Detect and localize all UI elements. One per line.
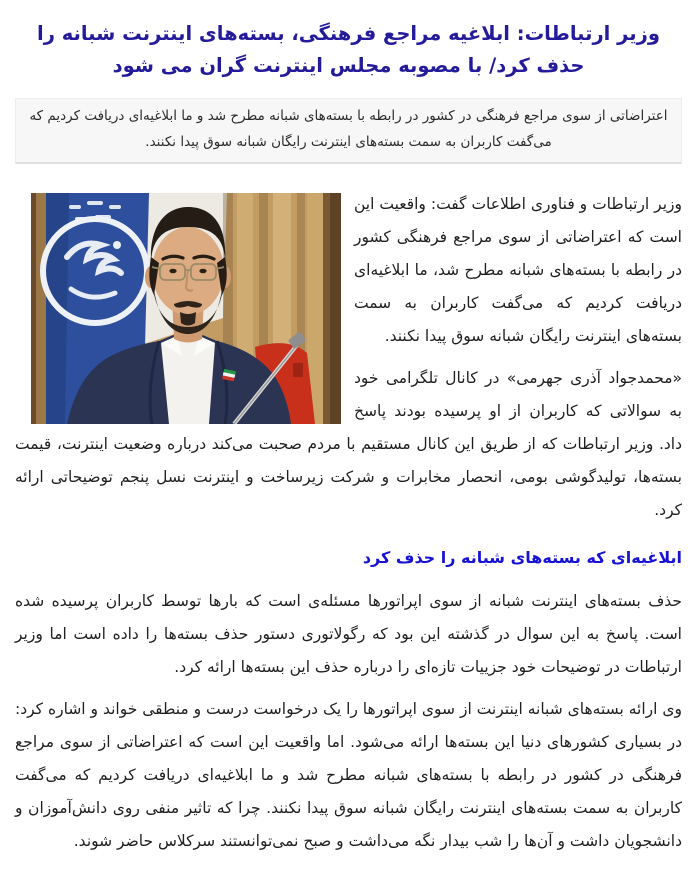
article-paragraph: «محمدجواد آذری جهرمی» در کانال تلگرامی خود به سوالاتی که کاربران از او پرسیده بودند پاسخ داد. وزیر ارتباطات که از طریق این کانال مستقیم با مردم صحبت می‌کند درباره وضعیت اینترنت، قیمت بسته‌ها، تولیدگوشی بومی، انحصار مخابرات و شرکت زیرساخت و اینترنت نسل پنجم توضیحاتی ارائه کرد. xyxy=(15,368,682,519)
article-paragraph: وی ارائه بسته‌های شبانه اینترنت از سوی اپراتورها را یک درخواست درست و منطقی خواند و اشاره کرد: در بسیاری کشورهای دنیا این بسته‌ها ارائه می‌شود. اما واقعیت این است که اعتراضاتی از سوی مراجع فرهنگی در کشور در رابطه با بسته‌های شبانه مطرح شد و ما ابلاغیه‌ای دریافت کردیم که می‌گفت کاربران به سمت بسته‌های اینترنت رایگان شبانه سوق پیدا نکنند. چرا که تاثیر منفی روی دانش‌آموزان و دانشجویان داشت و آن‌ها را شب بیدار نگه می‌داشت و صبح نمی‌توانستند سرکلاس حاضر شوند. xyxy=(15,699,682,850)
article-paragraph: حذف بسته‌های اینترنت شبانه از سوی اپراتورها مسئله‌ی است که بارها توسط کاربران پرسیده شده است. پاسخ به این سوال در گذشته این بود که رگولاتوری دستور حذف بسته‌ها را داده است اما وزیر ارتباطات در توضیحات خود جزییات تازه‌ای را درباره حذف این بسته‌ها ارائه کرد. xyxy=(15,591,682,676)
minister-photo xyxy=(31,193,341,424)
article-paragraph: وزیر ارتباطات و فناوری اطلاعات گفت: واقعیت این است که اعتراضاتی از سوی مراجع فرهنگی کشور در رابطه با بسته‌های شبانه مطرح شد، ما ابلاغیه‌ای دریافت کردیم که می‌گفت کاربران به سمت بسته‌های اینترنت رایگان شبانه سوق پیدا نکنند. xyxy=(354,194,682,345)
article-title: وزیر ارتباطات: ابلاغیه مراجع فرهنگی، بسته‌های اینترنت شبانه را حذف کرد/ با مصوبه مجلس اینترنت گران می شود xyxy=(37,22,660,77)
article-image xyxy=(31,193,341,424)
article-body xyxy=(15,188,682,858)
section-subheading: ابلاغیه‌ای که بسته‌های شبانه را حذف کرد xyxy=(362,547,682,567)
lead-summary: اعتراضاتی از سوی مراجع فرهنگی در کشور در رابطه با بسته‌های شبانه مطرح شد و ما ابلاغیه‌ای دریافت کردیم که می‌گفت کاربران به سمت بسته‌های اینترنت رایگان شبانه سوق پیدا نکنند. xyxy=(15,98,682,164)
